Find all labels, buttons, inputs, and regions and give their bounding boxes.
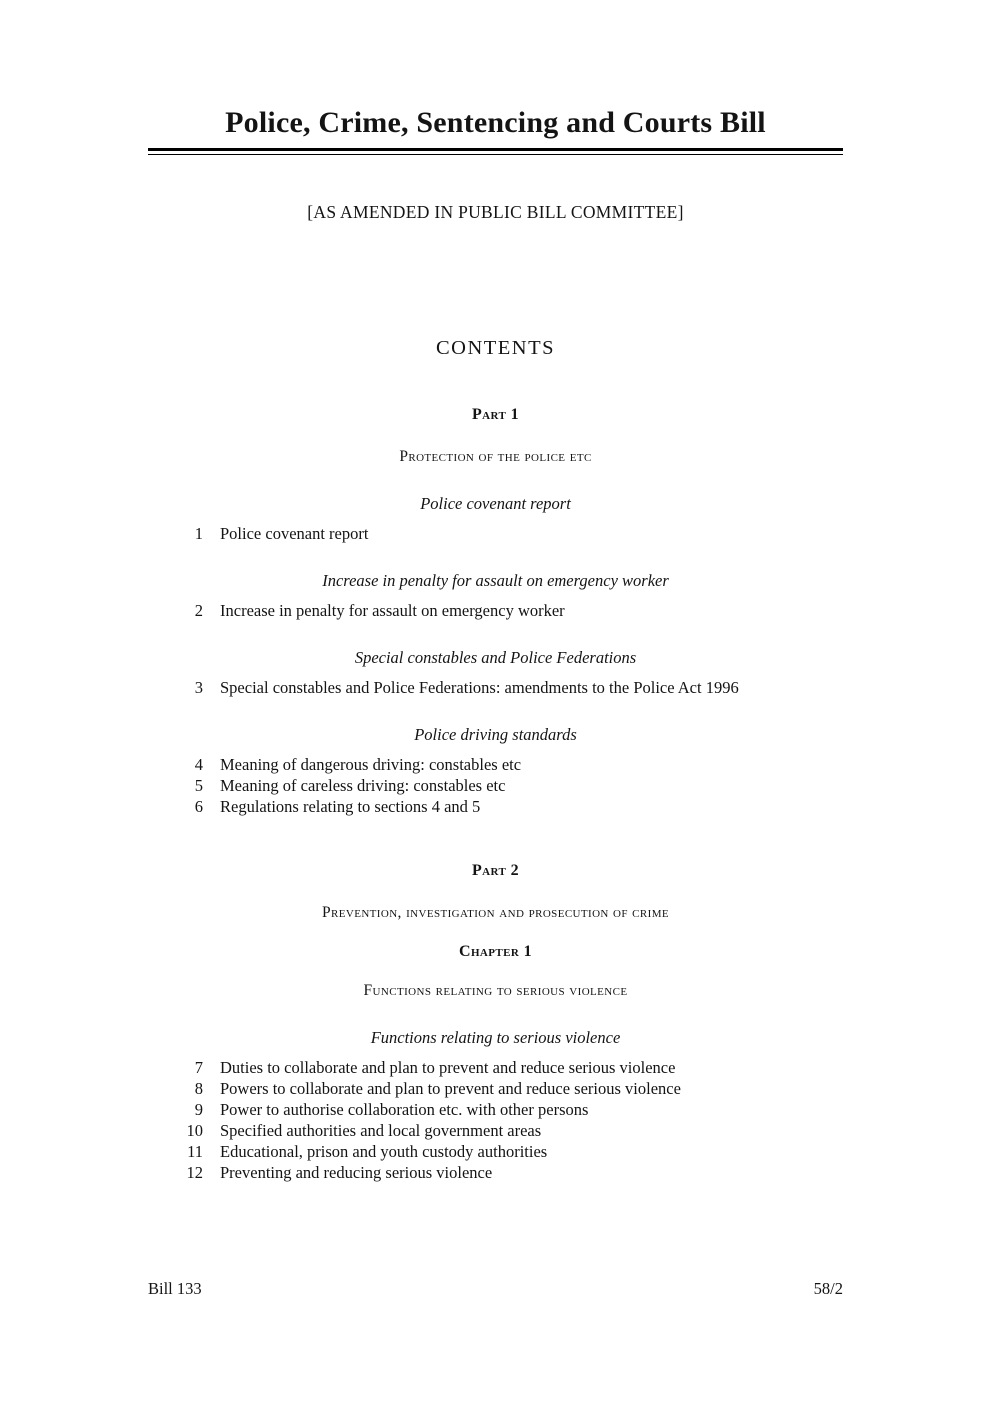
- group-heading: Functions relating to serious violence: [370, 1028, 621, 1047]
- item-number: 10: [186, 1121, 203, 1140]
- title-rule-thin: [148, 154, 843, 155]
- item-text: Increase in penalty for assault on emergency worker: [220, 601, 565, 620]
- toc-item: [148, 677, 843, 698]
- footer-bill-number: Bill 133: [148, 1279, 202, 1298]
- title-rule: [148, 148, 843, 155]
- toc-item: [148, 600, 843, 621]
- toc-group: [148, 1027, 843, 1183]
- toc-item: [148, 1162, 843, 1183]
- item-number: 12: [186, 1163, 203, 1182]
- item-text: Power to authorise collaboration etc. with other persons: [220, 1100, 589, 1119]
- item-text: Powers to collaborate and plan to prevent and reduce serious violence: [220, 1079, 681, 1098]
- item-number: 2: [194, 601, 203, 620]
- content-column: [148, 104, 843, 1183]
- toc-items: [148, 1057, 843, 1183]
- toc-group: [148, 724, 843, 817]
- page-footer: [148, 1278, 843, 1299]
- toc-item: [148, 1057, 843, 1078]
- toc-items: [148, 600, 843, 621]
- toc-item: [148, 523, 843, 544]
- toc-item: [148, 1099, 843, 1120]
- group-heading: Police driving standards: [414, 725, 577, 744]
- group-heading: Increase in penalty for assault on emergency worker: [322, 571, 669, 590]
- part1-subheading: Protection of the police etc: [399, 448, 592, 465]
- toc-items: [148, 754, 843, 817]
- item-text: Preventing and reducing serious violence: [220, 1163, 493, 1182]
- item-text: Educational, prison and youth custody authorities: [220, 1142, 548, 1161]
- document-title: Police, Crime, Sentencing and Courts Bill: [225, 106, 766, 139]
- toc-item: [148, 754, 843, 775]
- toc-group: [148, 647, 843, 698]
- title-rule-thick: [148, 148, 843, 151]
- item-text: Police covenant report: [220, 524, 369, 543]
- part2-block: [148, 861, 843, 1183]
- item-text: Meaning of careless driving: constables etc: [220, 776, 506, 795]
- toc-item: [148, 1078, 843, 1099]
- group-heading: Special constables and Police Federations: [354, 648, 637, 667]
- item-number: 6: [194, 797, 203, 816]
- item-text: Regulations relating to sections 4 and 5: [220, 797, 481, 816]
- item-number: 3: [194, 678, 203, 697]
- toc-items: [148, 523, 843, 544]
- group-heading: Police covenant report: [420, 494, 571, 513]
- item-number: 1: [194, 524, 203, 543]
- toc-items: [148, 677, 843, 698]
- contents-heading: CONTENTS: [435, 337, 556, 359]
- item-number: 4: [194, 755, 203, 774]
- part2-subheading: Prevention, investigation and prosecution of crime: [321, 904, 670, 921]
- chapter1-heading: Chapter 1: [459, 943, 532, 960]
- item-text: Special constables and Police Federations: amendments to the Police Act 1996: [220, 678, 739, 697]
- footer-session-ref: 58/2: [813, 1279, 843, 1298]
- toc-group: [148, 570, 843, 621]
- item-number: 9: [194, 1100, 203, 1119]
- item-text: Meaning of dangerous driving: constables etc: [220, 755, 522, 774]
- toc-group: [148, 493, 843, 544]
- part1-heading: Part 1: [471, 406, 519, 423]
- toc-item: [148, 775, 843, 796]
- amended-note: [AS AMENDED IN PUBLIC BILL COMMITTEE]: [307, 202, 684, 222]
- chapter1-subheading: Functions relating to serious violence: [363, 982, 628, 999]
- item-text: Specified authorities and local government areas: [220, 1121, 542, 1140]
- item-number: 7: [194, 1058, 203, 1077]
- item-number: 11: [187, 1142, 203, 1161]
- toc-item: [148, 796, 843, 817]
- item-text: Duties to collaborate and plan to prevent and reduce serious violence: [220, 1058, 676, 1077]
- item-number: 5: [194, 776, 203, 795]
- toc-item: [148, 1120, 843, 1141]
- part2-heading: Part 2: [471, 862, 519, 879]
- toc-item: [148, 1141, 843, 1162]
- item-number: 8: [194, 1079, 203, 1098]
